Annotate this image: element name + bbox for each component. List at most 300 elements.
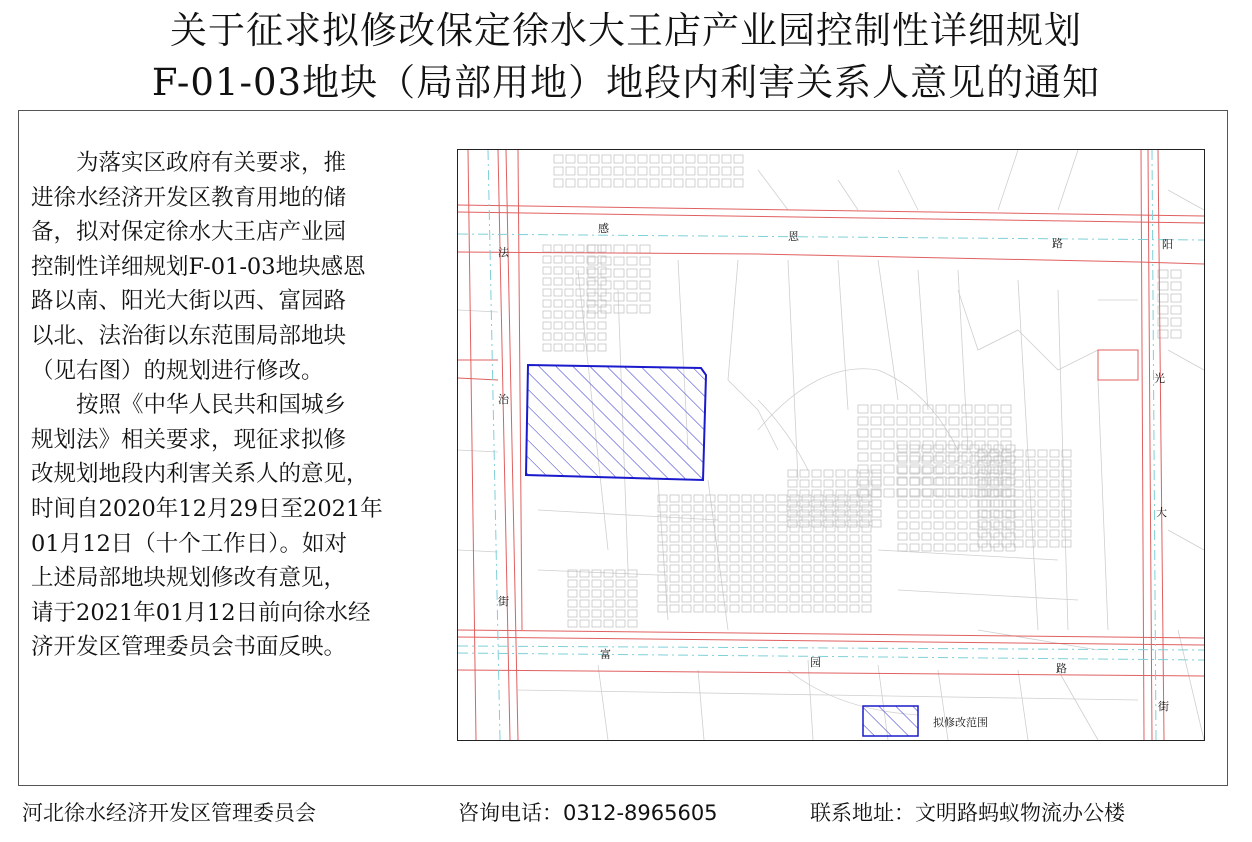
notice-line: 上述局部地块规划修改有意见， <box>31 565 347 592</box>
building-block <box>858 429 868 437</box>
building-block <box>988 417 998 425</box>
land-line <box>598 665 608 740</box>
building-block <box>838 545 847 552</box>
building-block <box>670 545 679 552</box>
building-block <box>848 510 857 517</box>
building-block <box>576 278 584 285</box>
building-block <box>694 525 703 532</box>
building-block <box>848 500 857 507</box>
building-block <box>946 533 955 540</box>
building-block <box>580 580 589 587</box>
building-block <box>814 595 823 602</box>
building-block <box>824 520 833 527</box>
building-block <box>910 417 920 425</box>
building-block <box>958 544 967 551</box>
building-block <box>706 575 715 582</box>
building-block <box>734 155 743 163</box>
building-block <box>802 535 811 542</box>
building-block <box>730 595 739 602</box>
building-block <box>682 585 691 592</box>
building-block <box>848 520 857 527</box>
building-block <box>848 470 857 477</box>
building-block <box>694 605 703 612</box>
building-block <box>670 575 679 582</box>
building-block <box>884 441 894 449</box>
building-block <box>838 565 847 572</box>
building-block <box>858 441 868 449</box>
building-block <box>790 535 799 542</box>
building-block <box>718 505 727 512</box>
building-block <box>838 515 847 522</box>
building-block <box>790 545 799 552</box>
building-block <box>592 580 601 587</box>
building-block <box>698 155 707 163</box>
building-block <box>826 535 835 542</box>
building-block <box>590 167 599 175</box>
building-block <box>836 510 845 517</box>
building-block <box>1038 480 1047 487</box>
building-block <box>871 453 881 461</box>
building-block <box>718 495 727 502</box>
building-block <box>838 605 847 612</box>
land-line <box>698 670 704 740</box>
building-block <box>730 515 739 522</box>
building-block <box>662 179 671 187</box>
building-block <box>1038 450 1047 457</box>
building-block <box>871 417 881 425</box>
building-block <box>1171 330 1181 338</box>
building-block <box>814 495 823 502</box>
building-block <box>766 495 775 502</box>
building-block <box>616 620 625 627</box>
building-block <box>778 545 787 552</box>
land-line <box>918 270 928 410</box>
building-block <box>730 525 739 532</box>
building-block <box>766 565 775 572</box>
building-block <box>638 155 647 163</box>
building-block <box>884 405 894 413</box>
building-block <box>800 510 809 517</box>
building-block <box>1050 490 1059 497</box>
building-block <box>658 595 667 602</box>
building-block <box>802 545 811 552</box>
building-block <box>604 600 613 607</box>
building-block <box>850 505 859 512</box>
building-block <box>862 535 871 542</box>
building-block <box>872 490 881 497</box>
building-block <box>754 585 763 592</box>
building-block <box>598 311 606 318</box>
building-block <box>790 495 799 502</box>
building-block <box>638 167 647 175</box>
building-block <box>788 500 797 507</box>
building-block <box>710 167 719 175</box>
road-label-yangguang: 阳 <box>1162 238 1173 251</box>
building-block <box>742 515 751 522</box>
building-block <box>884 477 894 485</box>
road-label-fuyuan: 路 <box>1056 662 1067 675</box>
building-block <box>850 595 859 602</box>
building-block <box>778 535 787 542</box>
building-block <box>826 585 835 592</box>
building-block <box>592 590 601 597</box>
building-block <box>922 500 931 507</box>
building-block <box>566 155 575 163</box>
building-block <box>923 453 933 461</box>
building-block <box>658 605 667 612</box>
building-block <box>860 510 869 517</box>
building-block <box>1038 490 1047 497</box>
building-block <box>626 179 635 187</box>
building-block <box>862 525 871 532</box>
building-block <box>682 545 691 552</box>
building-block <box>962 417 972 425</box>
building-block <box>754 525 763 532</box>
building-block <box>1026 480 1035 487</box>
building-block <box>910 465 920 473</box>
building-block <box>871 465 881 473</box>
building-block <box>800 500 809 507</box>
land-line <box>938 670 948 740</box>
building-block <box>627 245 637 253</box>
building-block <box>910 478 919 485</box>
road-label-fazhi: 法 <box>498 246 509 259</box>
footer-phone: 咨询电话：0312-8965605 <box>458 801 718 825</box>
building-block <box>871 429 881 437</box>
building-block <box>554 245 562 252</box>
building-block <box>814 575 823 582</box>
building-block <box>910 453 920 461</box>
building-block <box>706 535 715 542</box>
building-block <box>614 257 624 265</box>
building-block <box>568 590 577 597</box>
building-block <box>897 417 907 425</box>
road-label-fazhi: 街 <box>498 595 509 608</box>
building-block <box>949 417 959 425</box>
building-block <box>838 495 847 502</box>
building-block <box>872 520 881 527</box>
building-block <box>568 610 577 617</box>
land-line <box>958 270 968 450</box>
building-block <box>884 429 894 437</box>
building-block <box>580 590 589 597</box>
building-block <box>718 535 727 542</box>
building-block <box>862 515 871 522</box>
building-block <box>988 465 998 473</box>
building-block <box>946 489 955 496</box>
building-block <box>576 344 584 351</box>
building-block <box>778 555 787 562</box>
building-block <box>766 535 775 542</box>
building-block <box>730 505 739 512</box>
building-block <box>858 477 868 485</box>
building-block <box>706 525 715 532</box>
building-block <box>754 515 763 522</box>
building-block <box>640 245 650 253</box>
building-block <box>934 511 943 518</box>
building-block <box>898 522 907 529</box>
building-block <box>650 179 659 187</box>
building-block <box>1026 470 1035 477</box>
road-label-ganen: 路 <box>1052 237 1063 250</box>
building-block <box>576 245 584 252</box>
building-block <box>858 417 868 425</box>
building-block <box>674 179 683 187</box>
building-block <box>802 585 811 592</box>
building-block <box>836 500 845 507</box>
building-block <box>802 605 811 612</box>
building-block <box>1038 520 1047 527</box>
building-block <box>790 515 799 522</box>
building-block <box>565 289 573 296</box>
building-block <box>592 620 601 627</box>
land-line <box>458 310 498 312</box>
building-block <box>626 155 635 163</box>
building-block <box>718 525 727 532</box>
building-block <box>826 505 835 512</box>
building-block <box>790 505 799 512</box>
footer-address: 联系地址：文明路蚂蚁物流办公楼 <box>810 801 1125 825</box>
building-block <box>766 605 775 612</box>
building-block <box>934 478 943 485</box>
building-block <box>627 281 637 289</box>
building-block <box>800 520 809 527</box>
building-block <box>698 179 707 187</box>
building-block <box>897 429 907 437</box>
building-block <box>722 179 731 187</box>
building-block <box>946 522 955 529</box>
building-block <box>742 585 751 592</box>
building-block <box>898 489 907 496</box>
planning-map <box>457 149 1205 741</box>
building-block <box>554 267 562 274</box>
building-block <box>592 610 601 617</box>
building-block <box>836 520 845 527</box>
building-block <box>1001 405 1011 413</box>
building-block <box>578 167 587 175</box>
building-block <box>910 500 919 507</box>
building-block <box>628 600 637 607</box>
building-block <box>1062 540 1071 547</box>
building-block <box>734 179 743 187</box>
building-block <box>848 490 857 497</box>
building-block <box>604 580 613 587</box>
building-block <box>814 585 823 592</box>
building-block <box>543 311 551 318</box>
building-block <box>580 600 589 607</box>
building-block <box>934 544 943 551</box>
building-block <box>1050 510 1059 517</box>
building-block <box>670 605 679 612</box>
land-line <box>458 450 498 452</box>
building-block <box>910 533 919 540</box>
building-block <box>934 522 943 529</box>
building-block <box>1050 460 1059 467</box>
building-block <box>614 293 624 301</box>
building-block <box>884 465 894 473</box>
building-block <box>554 333 562 340</box>
building-block <box>946 456 955 463</box>
building-block <box>766 585 775 592</box>
building-block <box>730 605 739 612</box>
building-block <box>640 257 650 265</box>
building-block <box>860 500 869 507</box>
building-block <box>658 505 667 512</box>
building-block <box>670 555 679 562</box>
building-block <box>1038 500 1047 507</box>
notice-line: 路以南、阳光大街以西、富园路 <box>31 288 347 315</box>
building-block <box>848 480 857 487</box>
building-block <box>734 167 743 175</box>
building-block <box>554 179 563 187</box>
building-block <box>862 505 871 512</box>
building-block <box>778 565 787 572</box>
building-block <box>800 480 809 487</box>
building-block <box>658 575 667 582</box>
building-block <box>674 155 683 163</box>
building-block <box>922 533 931 540</box>
building-block <box>598 278 606 285</box>
land-line <box>808 660 813 740</box>
building-block <box>598 333 606 340</box>
building-block <box>872 510 881 517</box>
building-block <box>592 600 601 607</box>
building-block <box>1050 530 1059 537</box>
building-block <box>742 495 751 502</box>
building-block <box>710 179 719 187</box>
building-block <box>602 155 611 163</box>
building-block <box>602 179 611 187</box>
building-block <box>934 533 943 540</box>
building-block <box>946 478 955 485</box>
building-block <box>694 535 703 542</box>
building-block <box>766 555 775 562</box>
building-block <box>1026 520 1035 527</box>
building-block <box>1026 540 1035 547</box>
building-block <box>1026 460 1035 467</box>
building-block <box>936 465 946 473</box>
building-block <box>742 605 751 612</box>
building-block <box>778 515 787 522</box>
building-block <box>722 167 731 175</box>
building-block <box>975 417 985 425</box>
building-block <box>862 595 871 602</box>
building-block <box>790 595 799 602</box>
building-block <box>1062 520 1071 527</box>
building-block <box>824 500 833 507</box>
building-block <box>718 555 727 562</box>
building-block <box>858 405 868 413</box>
building-block <box>862 555 871 562</box>
building-block <box>790 525 799 532</box>
road-label-fazhi: 治 <box>498 393 509 406</box>
building-block <box>910 445 919 452</box>
building-block <box>742 535 751 542</box>
land-line <box>1168 350 1204 370</box>
building-block <box>554 278 562 285</box>
building-block <box>838 525 847 532</box>
building-block <box>554 300 562 307</box>
building-block <box>850 585 859 592</box>
building-block <box>766 595 775 602</box>
building-block <box>598 267 606 274</box>
building-block <box>730 555 739 562</box>
building-block <box>1026 450 1035 457</box>
building-block <box>802 595 811 602</box>
building-block <box>580 570 589 577</box>
building-block <box>790 555 799 562</box>
notice-line: 改规划地段内利害关系人的意见， <box>31 461 369 488</box>
road-label-yangguang: 大 <box>1156 506 1167 519</box>
building-block <box>730 535 739 542</box>
notice-line: 控制性详细规划F-01-03地块感恩 <box>31 253 366 280</box>
building-block <box>730 565 739 572</box>
building-block <box>814 555 823 562</box>
building-block <box>898 500 907 507</box>
building-block <box>871 477 881 485</box>
building-block <box>568 600 577 607</box>
building-block <box>682 525 691 532</box>
map-legend <box>863 706 988 736</box>
building-block <box>898 478 907 485</box>
building-block <box>778 595 787 602</box>
road-label-fuyuan: 园 <box>810 656 821 669</box>
building-block <box>754 565 763 572</box>
building-block <box>949 405 959 413</box>
building-block <box>962 405 972 413</box>
land-line <box>838 180 858 210</box>
building-block <box>706 565 715 572</box>
building-block <box>836 490 845 497</box>
building-block <box>588 257 598 265</box>
road-label-ganen: 恩 <box>788 230 799 243</box>
building-block <box>958 500 967 507</box>
building-block <box>838 535 847 542</box>
building-block <box>694 545 703 552</box>
legend-label: 拟修改范围 <box>933 716 988 729</box>
building-block <box>824 480 833 487</box>
building-block <box>602 167 611 175</box>
building-block <box>802 525 811 532</box>
notice-line: 时间自2020年12月29日至2021年 <box>31 495 383 522</box>
notice-line: 为落实区政府有关要求，推 <box>31 150 347 176</box>
building-block <box>742 525 751 532</box>
building-block <box>814 565 823 572</box>
building-block <box>788 490 797 497</box>
building-block <box>592 570 601 577</box>
building-block <box>742 595 751 602</box>
building-block <box>670 525 679 532</box>
building-block <box>580 610 589 617</box>
building-block <box>682 575 691 582</box>
building-block <box>934 445 943 452</box>
building-block <box>1062 450 1071 457</box>
building-block <box>872 500 881 507</box>
building-block <box>576 322 584 329</box>
building-block <box>812 500 821 507</box>
building-block <box>754 505 763 512</box>
building-block <box>754 555 763 562</box>
building-block <box>1038 530 1047 537</box>
building-block <box>1038 540 1047 547</box>
building-block <box>694 555 703 562</box>
building-block <box>824 490 833 497</box>
building-block <box>670 535 679 542</box>
building-block <box>554 155 563 163</box>
building-block <box>934 500 943 507</box>
building-block <box>975 429 985 437</box>
building-block <box>754 535 763 542</box>
